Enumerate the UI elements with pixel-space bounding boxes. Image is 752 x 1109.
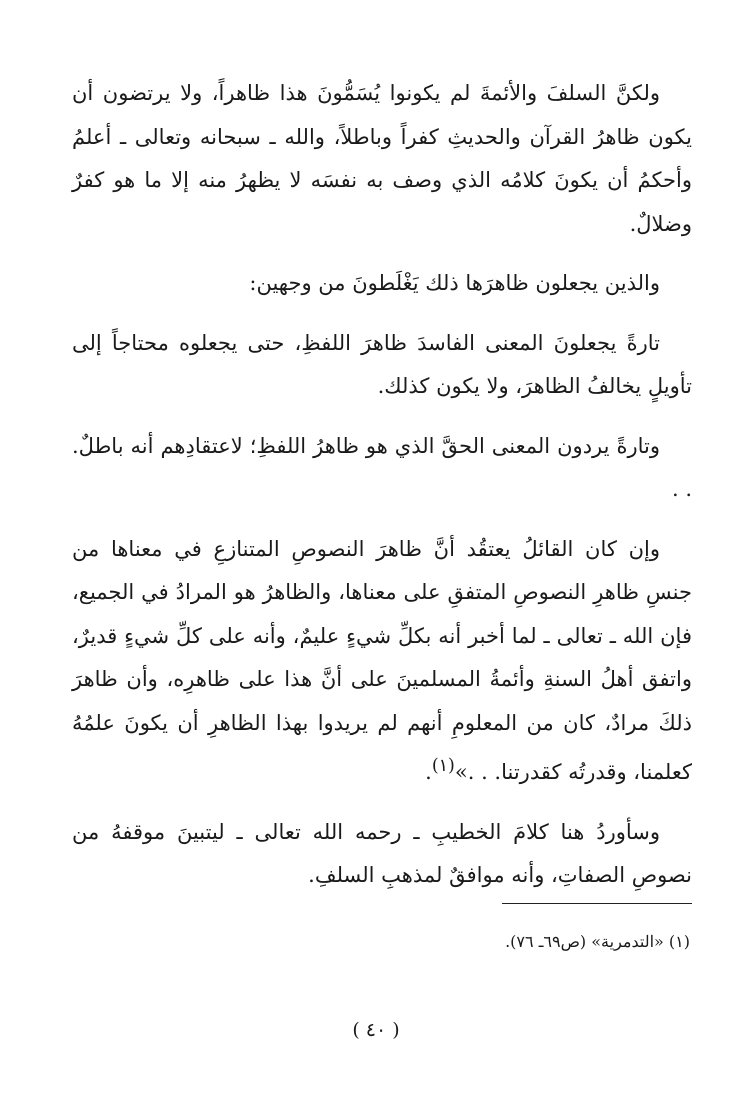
footnote-text: «التدمرية» (ص٦٩ـ ٧٦). [505, 932, 664, 951]
footnote [70, 928, 690, 956]
footnote-marker: (١) [431, 756, 455, 776]
page-number: ( ٤٠ ) [352, 1019, 400, 1041]
page-body [72, 72, 692, 914]
paragraph-1: ولكنَّ السلفَ والأئمةَ لم يكونوا يُسَمُّونَ هذا ظاهراً، ولا يرتضون أن يكون ظاهرُ القرآن والحديثِ كفراً وباطلاً، والله ـ سبحانه وتعالى ـ أعلمُ وأحكمُ أن يكونَ كلامُه الذي وصف به نفسَه لا يظهرُ منه إلا ما هو كفرٌ وضلالٌ. [72, 81, 692, 236]
paragraph-5 [72, 528, 692, 795]
paragraph-3: تارةً يجعلونَ المعنى الفاسدَ ظاهرَ اللفظِ، حتى يجعلوه محتاجاً إلى تأويلٍ يخالفُ الظاهرَ، ولا يكون كذلك. [72, 330, 692, 398]
paragraph-6: وسأوردُ هنا كلامَ الخطيبِ ـ رحمه الله تعالى ـ ليتبينَ موقفهُ من نصوصِ الصفاتِ، وأنه موافقٌ لمذهبِ السلفِ. [72, 819, 692, 887]
footnote-divider [502, 903, 692, 904]
footnote-number: (١) [668, 932, 690, 951]
paragraph-2: والذين يجعلون ظاهرَها ذلك يَغْلَطونَ من وجهين: [249, 271, 660, 295]
paragraph-5-tail: . [425, 760, 432, 784]
paragraph-4: وتارةً يردون المعنى الحقَّ الذي هو ظاهرُ اللفظِ؛ لاعتقادِهم أنه باطلٌ. . . [72, 433, 692, 501]
paragraph-5-text: وإن كان القائلُ يعتقُد أنَّ ظاهرَ النصوصِ المتنازعِ في معناها من جنسِ ظاهرِ النصوصِ المتفقِ على معناها، والظاهرُ هو المرادُ في الجميع، فإن الله ـ تعالى ـ لما أخبر أنه بكلِّ شيءٍ عليمٌ، وأنه على كلِّ شيءٍ قديرٌ، واتفق أهلُ السنةِ وأئمةُ المسلمينَ على أنَّ هذا على ظاهرِه، وأن ظاهرَ ذلكَ مرادٌ، كان من المعلومِ أنهم لم يريدوا بهذا الظاهرِ أن يكونَ علمُهُ كعلمنا، وقدرتُه كقدرتنا. . .» [72, 536, 692, 784]
